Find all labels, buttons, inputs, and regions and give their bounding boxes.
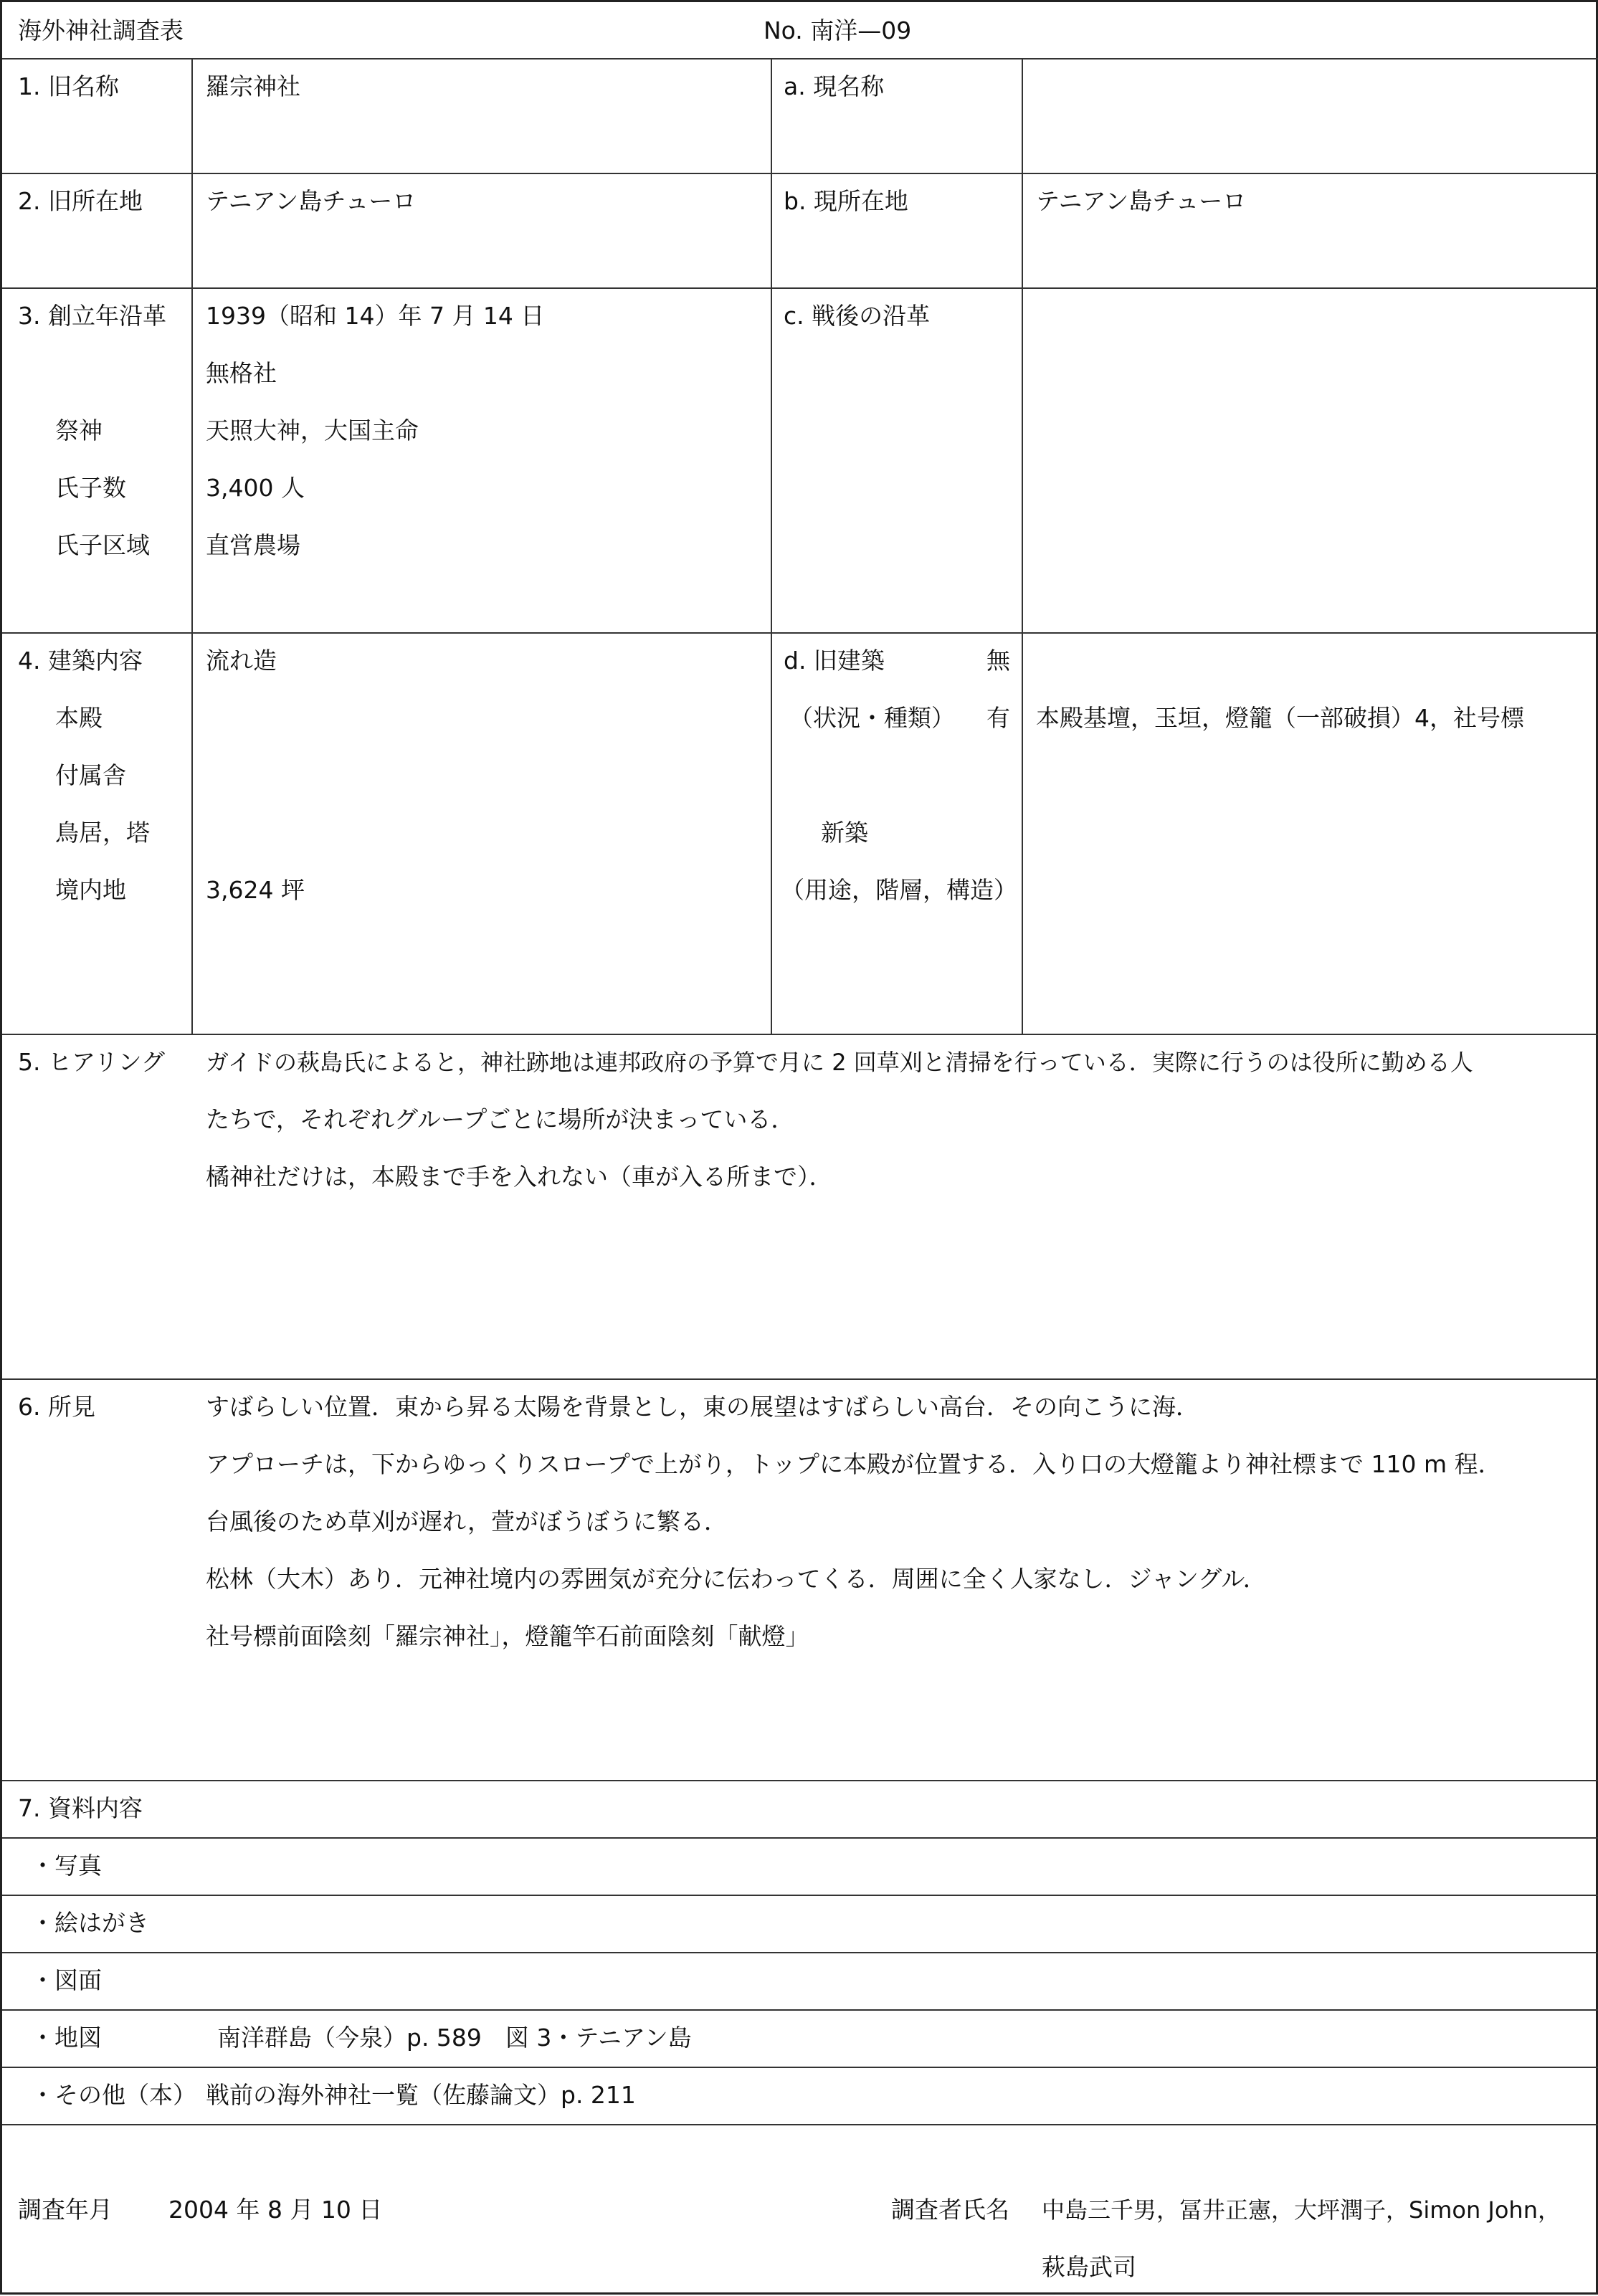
- row7-item-value-4: 戦前の海外神社一覧（佐藤論文）p. 211: [206, 2081, 636, 2109]
- row3-value-1: 無格社: [206, 359, 277, 387]
- col-divider-1: [191, 58, 193, 1034]
- row5-line-1: たちで，それぞれグループごとに場所が決まっている．: [206, 1105, 795, 1133]
- row3-label-0: 3. 創立年沿革: [18, 302, 166, 330]
- row4-right-label-4: （用途，階層，構造）: [781, 876, 1017, 904]
- sheet-title: 海外神社調査表: [18, 16, 184, 44]
- row4-label-1: 本殿: [55, 704, 103, 732]
- row1-value: 羅宗神社: [206, 72, 300, 100]
- row3-value-2: 天照大神，大国主命: [206, 416, 419, 444]
- row5-line-2: 橘神社だけは，本殿まで手を入れない（車が入る所まで）．: [206, 1163, 833, 1191]
- rule-item1: [2, 1895, 1598, 1896]
- row1-label: 1. 旧名称: [18, 72, 119, 100]
- survey-date-label: 調査年月: [18, 2196, 113, 2224]
- row7-item-label-3: ・地図: [31, 2024, 102, 2052]
- row4-right-label-2: （状況・種類）: [789, 704, 955, 732]
- row3-label-4: 氏子区域: [55, 531, 150, 559]
- row6-label: 6. 所見: [18, 1393, 95, 1421]
- row6-line-1: アプローチは，下からゆっくりスロープで上がり，トップに本殿が位置する．入り口の大燈籠より神社標まで 110 m 程．: [206, 1450, 1502, 1478]
- surveyor-names-line1: 中島三千男，冨井正憲，大坪潤子，Simon John，: [1042, 2196, 1561, 2224]
- row4-label-3: 鳥居，塔: [55, 819, 150, 847]
- row4-right-label-3: 新築: [821, 819, 868, 847]
- row4-right-label-1b: 無: [986, 647, 1010, 675]
- rule-item2: [2, 1952, 1598, 1953]
- row5-line-0: ガイドの萩島氏によると，神社跡地は連邦政府の予算で月に 2 回草刈と清掃を行っている．実際に行うのは役所に勤める人: [206, 1049, 1473, 1076]
- row4-label-0: 4. 建築内容: [18, 647, 143, 675]
- row4-label-4: 境内地: [55, 876, 126, 904]
- row4-value-4: 3,624 坪: [206, 876, 305, 904]
- row3-label-3: 氏子数: [55, 474, 126, 502]
- sheet-number: No. 南洋—09: [764, 16, 912, 44]
- surveyor-names-line2: 萩島武司: [1042, 2253, 1136, 2281]
- row1-right-label: a. 現名称: [784, 72, 885, 100]
- row7-label: 7. 資料内容: [18, 1794, 143, 1822]
- row6-line-0: すばらしい位置．東から昇る太陽を背景とし，東の展望はすばらしい高台．その向こうに海．: [206, 1393, 1199, 1421]
- row3-right-label: c. 戦後の沿革: [784, 302, 931, 330]
- row2-value: テニアン島チューロ: [206, 187, 417, 215]
- col-divider-2: [771, 58, 772, 1034]
- survey-date-value: 2004 年 8 月 10 日: [168, 2196, 383, 2224]
- rule-row7: [2, 1837, 1598, 1839]
- row7-item-label-1: ・絵はがき: [31, 1909, 149, 1937]
- row4-right-label-1: d. 旧建築: [784, 647, 885, 675]
- row3-value-4: 直営農場: [206, 531, 300, 559]
- row3-value-0: 1939（昭和 14）年 7 月 14 日: [206, 302, 545, 330]
- row2-label: 2. 旧所在地: [18, 187, 143, 215]
- row5-label: 5. ヒアリング: [18, 1048, 165, 1076]
- surveyor-label: 調査者氏名: [891, 2196, 1009, 2224]
- row4-right-value: 本殿基壇，玉垣，燈籠（一部破損）4，社号標: [1036, 704, 1524, 732]
- row6-line-4: 社号標前面陰刻「羅宗神社」，燈籠竿石前面陰刻「献燈」: [206, 1622, 809, 1650]
- row4-right-label-2b: 有: [986, 704, 1010, 732]
- row2-right-label: b. 現所在地: [784, 187, 908, 215]
- row7-item-label-0: ・写真: [31, 1852, 102, 1880]
- row2-right-value: テニアン島チューロ: [1036, 187, 1247, 215]
- row7-item-label-4: ・その他（本）: [31, 2081, 196, 2109]
- col-divider-3: [1022, 58, 1023, 1034]
- row7-item-value-3: 南洋群島（今泉）p. 589 図 3・テニアン島: [217, 2024, 692, 2052]
- row3-value-3: 3,400 人: [206, 474, 305, 502]
- row4-value-0: 流れ造: [206, 647, 277, 675]
- row6-line-2: 台風後のため草刈が遅れ，萱がぼうぼうに繁る．: [206, 1507, 728, 1535]
- rule-row6: [2, 1780, 1598, 1781]
- rule-item5: [2, 2124, 1598, 2125]
- row6-line-3: 松林（大木）あり．元神社境内の雰囲気が充分に伝わってくる．周囲に全く人家なし．ジャングル．: [206, 1565, 1267, 1593]
- row3-label-2: 祭神: [55, 416, 103, 444]
- row7-item-label-2: ・図面: [31, 1966, 102, 1994]
- row4-label-2: 付属舎: [55, 761, 126, 789]
